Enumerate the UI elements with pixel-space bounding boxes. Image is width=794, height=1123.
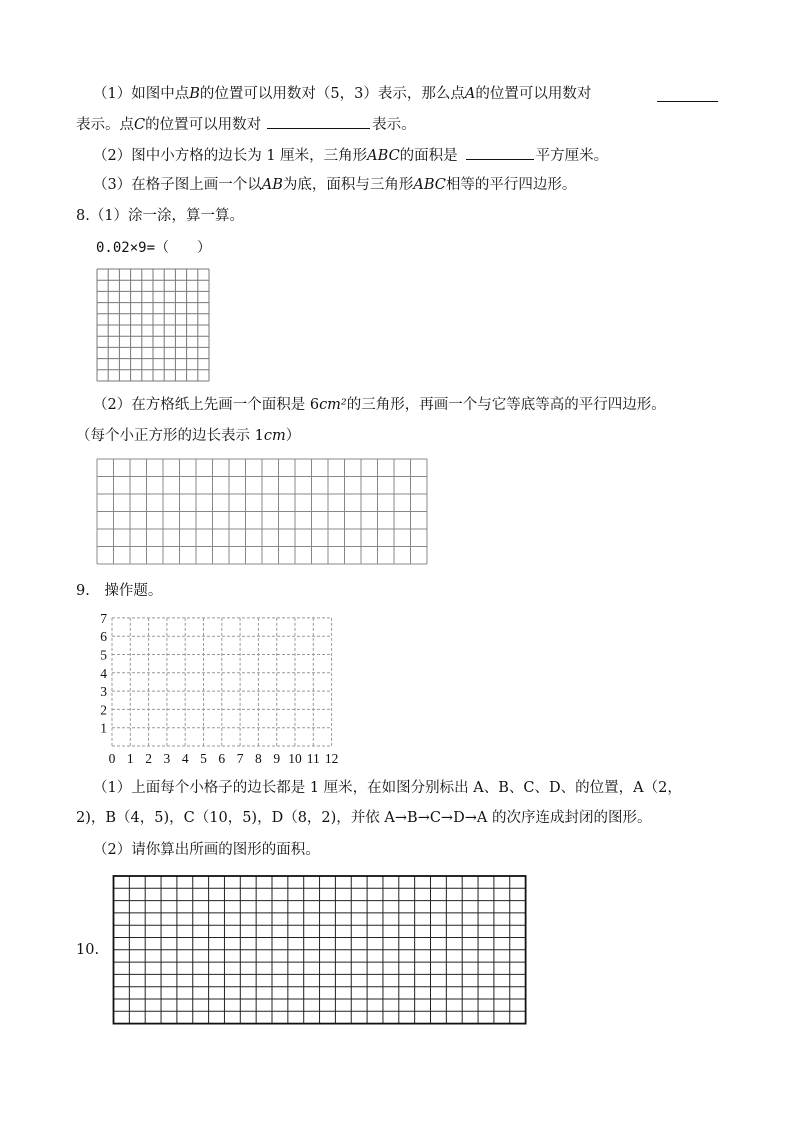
y-axis-label: 5 (100, 647, 107, 663)
x-axis-label: 1 (126, 751, 134, 766)
x-axis-label: 8 (255, 751, 262, 766)
q9-title: 9. 操作题。 (76, 583, 163, 599)
x-axis-label: 11 (306, 751, 320, 766)
x-axis-label: 2 (145, 751, 152, 766)
coordinate-grid[interactable] (90, 610, 350, 768)
q7-part1-line1: （1）如图中点B的位置可以用数对（5，3）表示，那么点A的位置可以用数对 (93, 86, 592, 102)
hundred-grid-svg[interactable] (96, 268, 210, 382)
x-axis-label: 0 (108, 751, 116, 766)
point-c-label: C (134, 117, 146, 133)
x-axis-label: 6 (218, 751, 226, 766)
x-axis-label: 12 (324, 751, 339, 766)
coordinate-grid-svg[interactable] (90, 610, 350, 768)
q9-part2: （2）请你算出所画的图形的面积。 (93, 842, 320, 858)
x-axis-label: 7 (236, 751, 244, 766)
x-axis-label: 10 (288, 751, 302, 766)
y-axis-label: 6 (100, 629, 107, 645)
x-axis-label: 4 (181, 751, 189, 766)
y-axis-label: 4 (100, 665, 107, 681)
y-axis-label: 7 (100, 610, 107, 626)
y-axis-label: 2 (100, 702, 107, 718)
answer-blank-point-a[interactable] (657, 86, 718, 102)
point-b-label: B (189, 86, 200, 102)
q9-part1-line2: 2)，B（4，5)，C（10，5)，D（8，2)，并依 A→B→C→D→A 的次序连成封闭的图形。 (76, 810, 652, 826)
q7-part2: （2）图中小方格的边长为 1 厘米，三角形ABC的面积是 平方厘米。 (93, 144, 608, 166)
answer-blank-point-c[interactable] (267, 113, 370, 129)
point-a-label: A (464, 86, 476, 102)
square-paper-grid-svg[interactable] (96, 458, 428, 566)
x-axis-label: 3 (163, 751, 171, 766)
q8-expression: 0.02×9=（ ） (96, 240, 212, 256)
large-grid-svg[interactable] (112, 874, 528, 1026)
q10-label: 10. (76, 942, 100, 958)
hundred-grid[interactable] (96, 268, 210, 382)
q8-part2: （2）在方格纸上先画一个面积是 6cm²的三角形，再画一个与它等底等高的平行四边形。 (93, 397, 666, 413)
answer-blank-area[interactable] (466, 144, 534, 160)
q7-part3: （3）在格子图上画一个以AB为底，面积与三角形ABC相等的平行四边形。 (93, 177, 577, 193)
q7-part1-line2: 表示。点C的位置可以用数对 表示。 (76, 113, 416, 135)
q8-title: 8.（1）涂一涂，算一算。 (76, 208, 245, 224)
x-axis-label: 5 (200, 751, 207, 766)
large-grid[interactable] (112, 874, 528, 1026)
x-axis-label: 9 (273, 751, 281, 766)
square-paper-grid[interactable] (96, 458, 428, 566)
q8-note: （每个小正方形的边长表示 1cm） (76, 428, 301, 444)
y-axis-label: 1 (100, 720, 107, 736)
q9-part1-line1: （1）上面每个小格子的边长都是 1 厘米，在如图分别标出 A、B、C、D、的位置，A（2， (93, 780, 682, 796)
y-axis-label: 3 (100, 684, 107, 700)
